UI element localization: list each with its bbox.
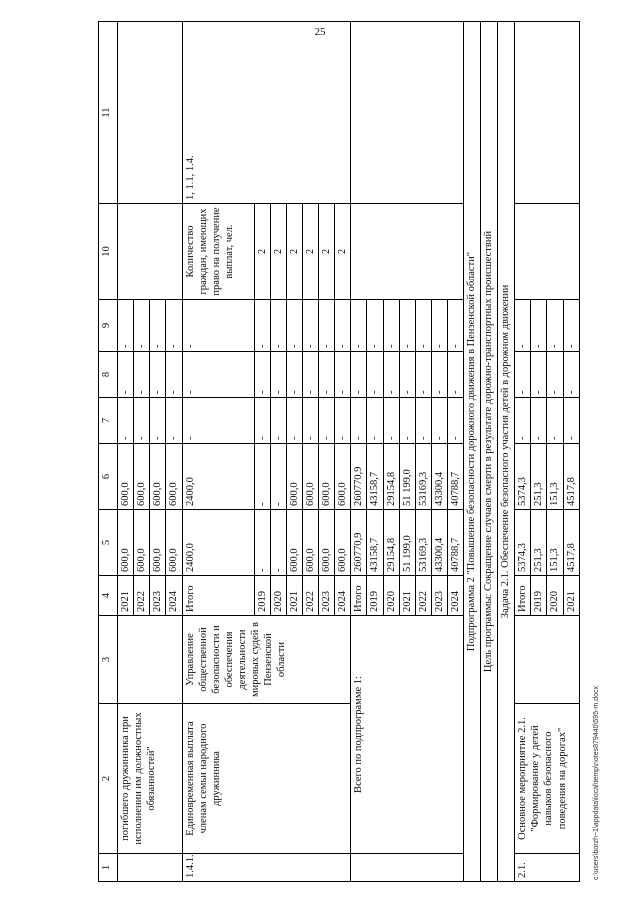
subprogram-title: Подпрограмма 2 "Повышение безопасности дорожного движения в Пензенской области" [464, 22, 481, 882]
table-cell: 600,0 [118, 444, 134, 510]
table-cell: - [383, 352, 399, 398]
table-cell [351, 22, 464, 204]
table-cell: - [302, 352, 318, 398]
col-header: 5 [99, 510, 118, 576]
col-header: 1 [99, 854, 118, 882]
table-cell: 600,0 [319, 510, 335, 576]
table-cell: - [166, 352, 182, 398]
table-cell: Итого [182, 576, 254, 616]
program-table [98, 21, 580, 882]
table-cell: - [166, 300, 182, 352]
table-cell: 2020 [383, 576, 399, 616]
table-cell: 2024 [166, 576, 182, 616]
executor: Управление общественной безопасности и обеспечения деятельности мировых судей в Пензенской области [182, 616, 351, 704]
table-cell: Итого [351, 576, 367, 616]
table-cell: Итого [515, 576, 531, 616]
table-cell: - [302, 398, 318, 444]
table-cell: - [335, 300, 351, 352]
table-row [464, 22, 481, 882]
table-cell: - [118, 352, 134, 398]
table-cell: - [448, 398, 464, 444]
table-cell: 2021 [118, 576, 134, 616]
table-cell: - [286, 300, 302, 352]
table-cell: - [319, 398, 335, 444]
table-cell [118, 854, 183, 882]
table-cell: 2021 [563, 576, 579, 616]
table-cell: - [302, 300, 318, 352]
table-cell: 600,0 [134, 444, 150, 510]
table-cell: 2020 [270, 576, 286, 616]
table-cell: - [118, 398, 134, 444]
table-cell: 600,0 [150, 444, 166, 510]
table-cell: - [351, 300, 367, 352]
table-cell: 600,0 [134, 510, 150, 576]
file-path-footer: c:\users\borzh~1\appdata\local\temp\notes879440\595-m.docx [593, 686, 600, 880]
table-cell: 151,3 [547, 444, 563, 510]
table-cell: 600,0 [335, 444, 351, 510]
table-cell: - [270, 352, 286, 398]
table-cell [515, 204, 580, 300]
table-cell: 2023 [150, 576, 166, 616]
table-cell: 2021 [399, 576, 415, 616]
col-header: 10 [99, 204, 118, 300]
table-cell: - [515, 398, 531, 444]
table-cell: - [182, 352, 254, 398]
table-cell: 2 [270, 204, 286, 300]
col-header: 6 [99, 444, 118, 510]
table-cell: 2019 [531, 576, 547, 616]
table-cell [515, 22, 580, 204]
table-cell: - [383, 398, 399, 444]
table-cell: - [351, 398, 367, 444]
table-cell: 2 [319, 204, 335, 300]
table-cell: - [531, 398, 547, 444]
table-cell: - [415, 398, 431, 444]
table-cell: 53169,3 [415, 510, 431, 576]
col-header: 7 [99, 398, 118, 444]
table-cell: 29154,8 [383, 444, 399, 510]
table-cell: - [270, 510, 286, 576]
table-row [481, 22, 498, 882]
table-cell: 51 199,0 [399, 444, 415, 510]
table-cell: 600,0 [302, 510, 318, 576]
table-cell: 2400,0 [182, 510, 254, 576]
table-cell: 2 [254, 204, 270, 300]
table-cell: 260770,9 [351, 444, 367, 510]
table-cell: 5374,3 [515, 444, 531, 510]
table-cell: - [563, 352, 579, 398]
table-cell: - [448, 300, 464, 352]
subprogram-total-label: Всего по подпрограмме 1: [351, 616, 464, 854]
table-cell: 43300,4 [431, 510, 447, 576]
table-cell: 43158,7 [367, 510, 383, 576]
table-cell [118, 204, 183, 300]
cont-name: погибшего дружинника при исполнении им должностных обязанностей" [118, 704, 183, 854]
table-cell: - [270, 444, 286, 510]
table-cell: - [547, 398, 563, 444]
table-cell: - [335, 352, 351, 398]
table-cell: - [254, 444, 270, 510]
table-cell: - [254, 300, 270, 352]
table-cell: - [431, 398, 447, 444]
table-cell: 43300,4 [431, 444, 447, 510]
table-cell: - [547, 352, 563, 398]
table-cell: - [254, 398, 270, 444]
table-cell: - [182, 300, 254, 352]
table-cell: 251,3 [531, 510, 547, 576]
col-header: 3 [99, 616, 118, 704]
table-cell: 2 [286, 204, 302, 300]
table-cell [351, 204, 464, 300]
table-cell: - [134, 352, 150, 398]
table-cell: 2022 [302, 576, 318, 616]
table-cell: - [399, 300, 415, 352]
task-title: Задача 2.1. Обеспечение безопасного участия детей в дорожном движении [498, 22, 515, 882]
program-goal: Цель программы: Сокращение случаев смерти в результате дорожно-транспортных происшествий [481, 22, 498, 882]
table-cell: 2024 [448, 576, 464, 616]
table-cell: - [367, 300, 383, 352]
table-cell: - [399, 352, 415, 398]
table-cell: 260770,9 [351, 510, 367, 576]
row-number: 2.1. [515, 854, 580, 882]
table-cell: - [335, 398, 351, 444]
measure-name: Основное мероприятие 2.1. "Формирование у детей навыков безопасного поведения на дорогах" [515, 704, 580, 854]
table-cell: - [367, 352, 383, 398]
table-cell: 5374,3 [515, 510, 531, 576]
table-cell: - [286, 352, 302, 398]
col-header: 4 [99, 576, 118, 616]
table-cell: 51 199,0 [399, 510, 415, 576]
table-cell: - [367, 398, 383, 444]
table-cell [351, 854, 464, 882]
table-row [515, 22, 531, 882]
col-header: 9 [99, 300, 118, 352]
table-cell: - [515, 300, 531, 352]
table-row [182, 22, 254, 882]
table-row [498, 22, 515, 882]
table-cell: 40788,7 [448, 510, 464, 576]
table-cell: 4517,8 [563, 444, 579, 510]
table-cell: 600,0 [335, 510, 351, 576]
table-cell: 600,0 [302, 444, 318, 510]
table-cell: - [431, 352, 447, 398]
row-number: 1.4.1. [182, 854, 351, 882]
table-cell: 4517,8 [563, 510, 579, 576]
table-cell: 2020 [547, 576, 563, 616]
measure-name: Единовременная выплата членам семьи народного дружинника [182, 704, 351, 854]
table-cell: 251,3 [531, 444, 547, 510]
table-cell: - [531, 300, 547, 352]
table-cell: - [270, 398, 286, 444]
table-cell: 2023 [431, 576, 447, 616]
table-cell [118, 616, 183, 704]
table-cell: 600,0 [286, 510, 302, 576]
page-number: 25 [314, 26, 326, 38]
table-cell: - [118, 300, 134, 352]
table-cell: 600,0 [166, 510, 182, 576]
table-cell: 600,0 [150, 510, 166, 576]
table-cell: 151,3 [547, 510, 563, 576]
table-row [351, 22, 367, 882]
table-cell: - [563, 398, 579, 444]
table-cell: - [415, 352, 431, 398]
table-cell: 53169,3 [415, 444, 431, 510]
table-cell: 2019 [254, 576, 270, 616]
table-cell [515, 616, 580, 704]
indicator-link: 1, 1.1, 1.4. [182, 22, 351, 204]
table-cell: - [270, 300, 286, 352]
table-cell: - [547, 300, 563, 352]
table-cell: 43158,7 [367, 444, 383, 510]
rotated-table-wrapper [98, 22, 620, 882]
table-cell: 2022 [415, 576, 431, 616]
table-cell: 2022 [134, 576, 150, 616]
table-cell: 2400,0 [182, 444, 254, 510]
table-cell: - [166, 398, 182, 444]
table-cell: - [563, 300, 579, 352]
table-cell: - [150, 398, 166, 444]
table-cell: 2019 [367, 576, 383, 616]
col-header: 11 [99, 22, 118, 204]
table-cell: 2024 [335, 576, 351, 616]
table-cell: - [319, 352, 335, 398]
table-cell: 2021 [286, 576, 302, 616]
table-cell: - [254, 510, 270, 576]
table-cell: - [531, 352, 547, 398]
table-cell: - [351, 352, 367, 398]
table-cell: - [319, 300, 335, 352]
table-cell: - [134, 300, 150, 352]
indicator: Количество граждан, имеющих право на получение выплат, чел. [182, 204, 254, 300]
table-cell: - [383, 300, 399, 352]
table-cell: 600,0 [166, 444, 182, 510]
table-cell: - [134, 398, 150, 444]
header-row [99, 22, 118, 882]
col-header: 8 [99, 352, 118, 398]
table-cell: - [182, 398, 254, 444]
table-cell: - [150, 300, 166, 352]
table-cell: - [415, 300, 431, 352]
table-cell: 2023 [319, 576, 335, 616]
table-cell: - [431, 300, 447, 352]
table-cell: - [254, 352, 270, 398]
table-cell: - [515, 352, 531, 398]
table-cell: - [286, 398, 302, 444]
table-cell: - [448, 352, 464, 398]
table-row [118, 22, 134, 882]
table-cell: 2 [335, 204, 351, 300]
table-cell: 600,0 [286, 444, 302, 510]
table-cell: 600,0 [118, 510, 134, 576]
table-cell: 40788,7 [448, 444, 464, 510]
table-cell: 2 [302, 204, 318, 300]
table-cell [118, 22, 183, 204]
col-header: 2 [99, 704, 118, 854]
table-cell: - [399, 398, 415, 444]
table-cell: - [150, 352, 166, 398]
table-cell: 29154,8 [383, 510, 399, 576]
table-cell: 600,0 [319, 444, 335, 510]
